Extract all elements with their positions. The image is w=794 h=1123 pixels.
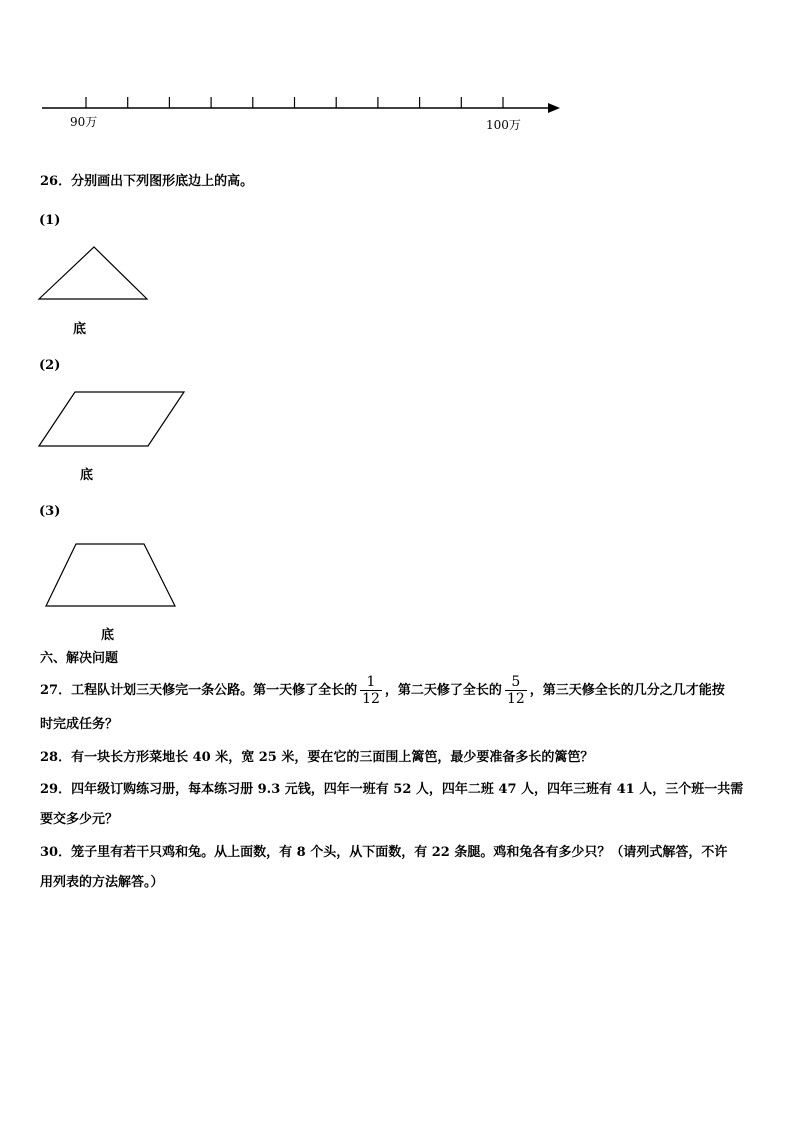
q27-fraction-1 (360, 674, 382, 707)
number-line-arrow (548, 103, 560, 113)
q29-line2: 要交多少元？ (40, 812, 119, 827)
section-6-heading: 六、解决问题 (40, 651, 119, 666)
parallelogram-figure (36, 388, 188, 450)
figure-1-base-label: 底 (73, 322, 87, 337)
q27-fraction-2 (505, 674, 527, 707)
q27-fraction-1-numerator: 1 (360, 674, 382, 691)
q27-fraction-2-denominator: 12 (506, 691, 525, 707)
trapezoid-figure (42, 540, 180, 610)
q30-line1: 30．笼子里有若干只鸡和兔。从上面数，有 8 个头，从下面数，有 22 条腿。鸡和兔各有多少只？（请列式解答，不许 (40, 845, 728, 860)
q27-line2: 时完成任务？ (40, 717, 119, 732)
q30-line2: 用列表的方法解答。） (40, 875, 164, 890)
figure-1-label: (1) (39, 213, 61, 228)
figure-3-label: (3) (39, 504, 61, 519)
q27-line1 (40, 674, 725, 708)
q27-text-part1: 27．工程队计划三天修完一条公路。第一天修了全长的 (40, 683, 358, 698)
triangle-figure (36, 244, 152, 304)
q26-title: 26．分别画出下列图形底边上的高。 (40, 174, 254, 189)
q27-text-part3: ，第三天修全长的几分之几才能按 (529, 683, 725, 698)
number-line (0, 0, 794, 140)
q27-fraction-1-denominator: 12 (362, 691, 380, 707)
q27-text-part2: ，第二天修了全长的 (384, 683, 502, 698)
q28-text: 28．有一块长方形菜地长 40 米，宽 25 米，要在它的三面围上篱笆，最少要准备多长的篱笆？ (40, 750, 594, 765)
number-line-ticks (86, 97, 503, 108)
figure-2-base-label: 底 (80, 468, 94, 483)
number-line-start-label: 90万 (70, 115, 98, 129)
figure-3-base-label: 底 (101, 628, 115, 643)
figure-2-label: (2) (39, 358, 61, 373)
q29-line1: 29．四年级订购练习册，每本练习册 9.3 元钱，四年一班有 52 人，四年二班 47 人，四年三班有 41 人，三个班一共需 (40, 782, 744, 797)
q27-fraction-2-numerator: 5 (505, 674, 527, 691)
number-line-end-label: 100万 (486, 118, 521, 132)
